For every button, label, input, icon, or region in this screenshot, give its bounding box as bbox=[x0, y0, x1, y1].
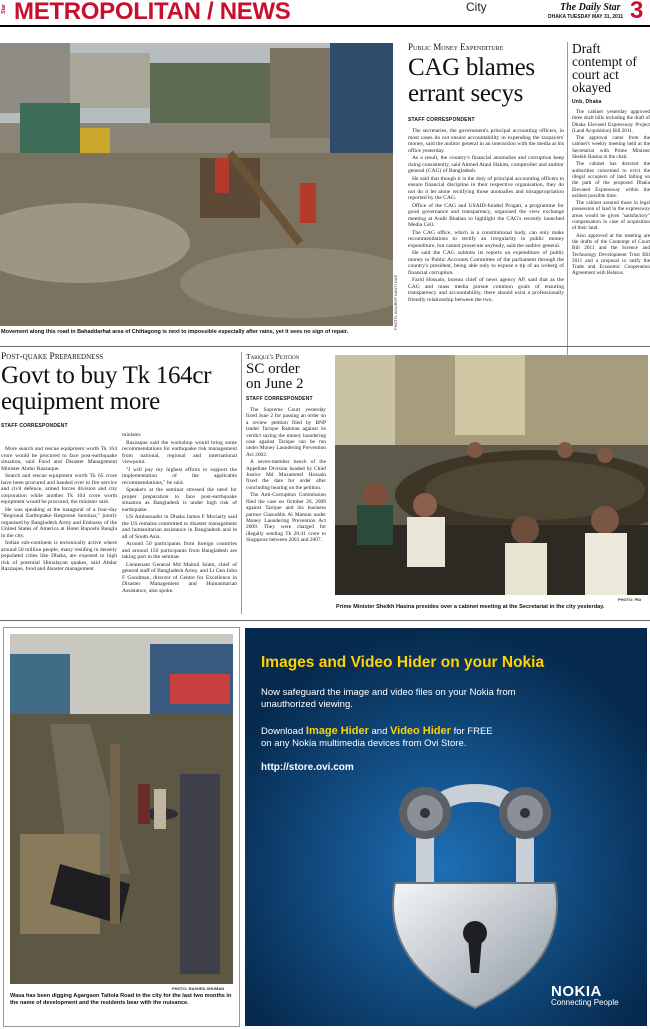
page-number: 3 bbox=[630, 0, 644, 24]
section-rule bbox=[0, 620, 650, 621]
cag-paragraph: As a result, the country's financial anomalies and corruption keep rising consistently, said Ahmed Ataul Hakim, comptroller and auditor general (CAG) of Bangladesh. bbox=[408, 155, 564, 174]
cag-headline-line2: errant secys bbox=[408, 80, 524, 107]
cag-story bbox=[408, 42, 564, 364]
waterlog-photo-caption: Wasa has been digging Agargaon Taltola Road in the city for the last two months in the name of development and the residents bear with the nuisance. bbox=[10, 993, 232, 1006]
road-scene-illustration bbox=[0, 43, 393, 326]
ad-store-link[interactable]: http://store.ovi.com bbox=[261, 762, 354, 773]
sc-paragraph: The Anti-Corruption Commission filed the case on October 26, 2009 against Tarique and his business partner Giasuddin Al Mamun under Money Laundering Prevention Act 2009. They were charged for illegally sending Tk 20.41 crore to Singapore between 2003 and 2007. bbox=[246, 492, 326, 544]
cag-paragraph: The secretaries, the government's principal accounting officers, in most cases do not ensure accountability in expending the taxpayers' money, said the auditor general in an interaction with the media at his office yesterday. bbox=[408, 128, 564, 154]
road-photo-credit: PHOTO: ANURUP KANTI DAS bbox=[393, 274, 398, 330]
section-title: METROPOLITAN / NEWS bbox=[14, 0, 291, 25]
waterlog-photo bbox=[10, 634, 233, 984]
waterlog-photo-credit: PHOTO: RASHED SHUMAN bbox=[172, 986, 225, 991]
quake-paragraph: Search and rescue equipment worth Tk 65 crore have been procured and handed over to fire service and civil defence, armed forces division and city corporation while another Tk 164 crore worth equipment would be procured, the minister said. bbox=[1, 473, 117, 505]
ad-and-word: and bbox=[368, 726, 390, 737]
quake-paragraph: Indian sub-continent is tectonically active where around 50 million people, many residing in densely populated cities like Dhaka, are exposed to high risk of potential Himalayan quakes, said Abdur Razzaque, food and disaster management bbox=[1, 540, 117, 572]
nokia-logo bbox=[551, 983, 619, 1007]
sc-paragraph: The Supreme Court yesterday fixed June 2 for passing an order on a review petition filed by BNP leader Tarique Rahman against its verdict saying the money laundering case against Tarique can be run under Money Laundering Prevention Act 2002. bbox=[246, 407, 326, 458]
cag-paragraph: Farid Hossain, bureau chief of news agency AP, said that as the CAG and mass media pursue common goals of ensuring transparency and accountability, there should exist a professionally friendly relationship between the two. bbox=[408, 277, 564, 303]
draft-story bbox=[572, 42, 650, 364]
cabinet-photo-caption: Prime Minister Sheikh Hasina presides over a cabinet meeting at the Secretariat in the city yesterday. bbox=[336, 604, 605, 610]
column-divider bbox=[567, 42, 568, 364]
ad-product-image-hider: Image Hider bbox=[305, 725, 369, 737]
dateline: DHAKA TUESDAY MAY 31, 2011 bbox=[548, 14, 624, 20]
cag-headline-line1: CAG blames bbox=[408, 54, 535, 81]
sc-byline: STAFF CORRESPONDENT bbox=[246, 396, 313, 402]
column-divider bbox=[241, 352, 242, 614]
draft-byline: Unb, Dhaka bbox=[572, 99, 602, 105]
quake-paragraph: Around 50 participants from foreign countries and around 150 participants from Bangladesh are taking part in the seminar. bbox=[122, 541, 237, 560]
cag-paragraph: Office of the CAG and USAID-funded Progati, a programme for good governance and transparency, organised the view exchange meeting at Audit Bhaban to highlight the CAG's recently launched Media Cell. bbox=[408, 202, 564, 228]
sc-story bbox=[246, 352, 326, 622]
quake-paragraph: Speakers at the seminar stressed the need for proper preparation to face post-earthquake situation as Bangladesh is under high risk of earthquake. bbox=[122, 487, 237, 513]
ad-subline: Now safeguard the image and video files on your Nokia from unauthorized viewing. bbox=[261, 687, 516, 710]
waterlog-photo-frame bbox=[3, 627, 240, 1027]
section-rule bbox=[0, 346, 650, 347]
draft-paragraph: The approval came from the cabinet's weekly meeting held at the Secretariat with Prime Minister Sheikh Hasina in the chair. bbox=[572, 135, 650, 161]
quake-paragraph: He was speaking at the inaugural of a four-day "Regional Earthquake Response Seminar," jointly organised by Bangladesh Army and Embassy of the United States of America at Hotel Ruposhi Bangla in the city. bbox=[1, 506, 117, 539]
cag-byline: STAFF CORRESPONDENT bbox=[408, 117, 475, 123]
draft-body bbox=[572, 109, 650, 277]
masthead-rule bbox=[0, 25, 650, 27]
quake-byline: STAFF CORRESPONDENT bbox=[1, 423, 68, 429]
quake-col-1 bbox=[1, 446, 117, 574]
sc-paragraph: A seven-member bench of the Appellate Division headed by Chief Justice Md Muzammel Hossain fixed the date for order after concluding hearing on the petition. bbox=[246, 459, 326, 491]
ad-product-video-hider: Video Hider bbox=[390, 725, 451, 737]
ad-download-prefix: Download bbox=[261, 726, 306, 737]
quake-paragraph: US Ambassador in Dhaka James F Moriarty said the US remains committed to disaster management and humanitarian assistance in Bangladesh and in all of South Asia. bbox=[122, 514, 237, 540]
sc-kicker: Tarique's Petition bbox=[246, 352, 300, 361]
sc-body bbox=[246, 407, 326, 544]
quake-paragraph: Lieutenant General Md Mainul Islam, chief of general staff of Bangladesh Army, and Lt Gen John F Goodman, director of Centre for Excellence in Disaster Management and Humanitarian Assistance, also spoke. bbox=[122, 561, 237, 594]
quake-paragraph: More search and rescue equipment worth Tk 164 crore would be procured to face post-earthquake situation, said Food and Disaster Management Minister Abdur Razzaque. bbox=[1, 446, 117, 472]
masthead bbox=[0, 0, 650, 26]
section-label: City bbox=[466, 0, 487, 14]
cag-kicker: Public Money Expenditure bbox=[408, 42, 504, 52]
sc-headline-line2: on June 2 bbox=[246, 376, 304, 392]
nokia-ad[interactable] bbox=[245, 628, 647, 1026]
nokia-tagline: Connecting People bbox=[551, 998, 619, 1007]
cabinet-photo bbox=[335, 355, 648, 595]
quake-headline-line1: Govt to buy Tk 164cr bbox=[1, 362, 212, 389]
road-photo bbox=[0, 43, 393, 326]
quake-paragraph: "I will pay my highest efforts to support the implementation of the applicable recommendations," he said. bbox=[122, 466, 237, 486]
quake-paragraph: minister. bbox=[122, 432, 142, 438]
ad-headline: Images and Video Hider on your Nokia bbox=[261, 654, 545, 671]
draft-paragraph: The cabinet assured those in legal possession of land in the expressway areas would be given "satisfactory" compensation in case of acquisition of their land. bbox=[572, 200, 650, 232]
draft-paragraph: The cabinet has directed the authorities concerned to evict the illegal occupiers of land falling on the path of the proposed Dhaka Elevated Expressway within the earliest possible time. bbox=[572, 161, 650, 199]
sc-headline-line1: SC order bbox=[246, 361, 300, 377]
draft-paragraph: The cabinet yesterday approved three draft bills including the draft of Dhaka Elevated Expressway Project (Land Acquisition) Bill 2011. bbox=[572, 109, 650, 134]
cag-paragraph: He said that though it is the duty of principal accounting officers to ensure financial discipline in their respective organisation, they do not do it let alone rectifying those anomalies and misappropriation reported by the CAG. bbox=[408, 175, 564, 201]
ad-download-line bbox=[261, 725, 591, 738]
draft-paragraph: Also approved at the meeting are the drafts of the Contempt of Court Bill 2011 and the Science and Technology Development Trust Bill 2011 and a proposal to ratify the Trade and Economic Cooperation Agreement with Belarus. bbox=[572, 232, 650, 277]
quake-paragraph: Razzaque said the workshop would bring some recommendations for earthquake risk management from national, regional and international viewpoint. bbox=[122, 439, 237, 465]
cag-paragraph: He said the CAG submits its reports on expenditure of public money to Public Accounts Committee of the parliament through the country's president, being able only to expose a tip of an iceberg of financial corruption. bbox=[408, 250, 564, 276]
quake-col-2 bbox=[122, 432, 237, 595]
quake-headline-line2: equipment more bbox=[1, 388, 160, 415]
paper-name: The Daily Star bbox=[560, 2, 621, 13]
quake-story bbox=[1, 352, 237, 622]
cabinet-scene-illustration bbox=[335, 355, 648, 595]
cag-body bbox=[408, 128, 564, 303]
cag-paragraph: The CAG office, which is a constitutional body, can only make recommendations to rectify an irregularity in public money expenditure, but cannot prosecute anybody, said the auditor general. bbox=[408, 229, 564, 249]
cabinet-photo-credit: PHOTO: PID bbox=[618, 597, 642, 602]
padlock-icon bbox=[365, 773, 585, 1013]
star-mark: Star bbox=[1, 4, 7, 14]
draft-headline: Draft contempt of court act okayed bbox=[572, 41, 637, 95]
road-photo-caption: Movement along this road in Bahaddarhat area of Chittagong is next to impossible especially after rains, yet it sees no sign of repair. bbox=[1, 329, 349, 335]
nokia-brand: NOKIA bbox=[551, 983, 602, 1000]
ad-download-suffix: for FREE bbox=[450, 726, 493, 737]
quake-kicker: Post-quake Preparedness bbox=[1, 352, 104, 362]
waterlog-scene-illustration bbox=[10, 634, 233, 984]
ad-download-line2: on any Nokia multimedia devices from Ovi Store. bbox=[261, 738, 467, 749]
